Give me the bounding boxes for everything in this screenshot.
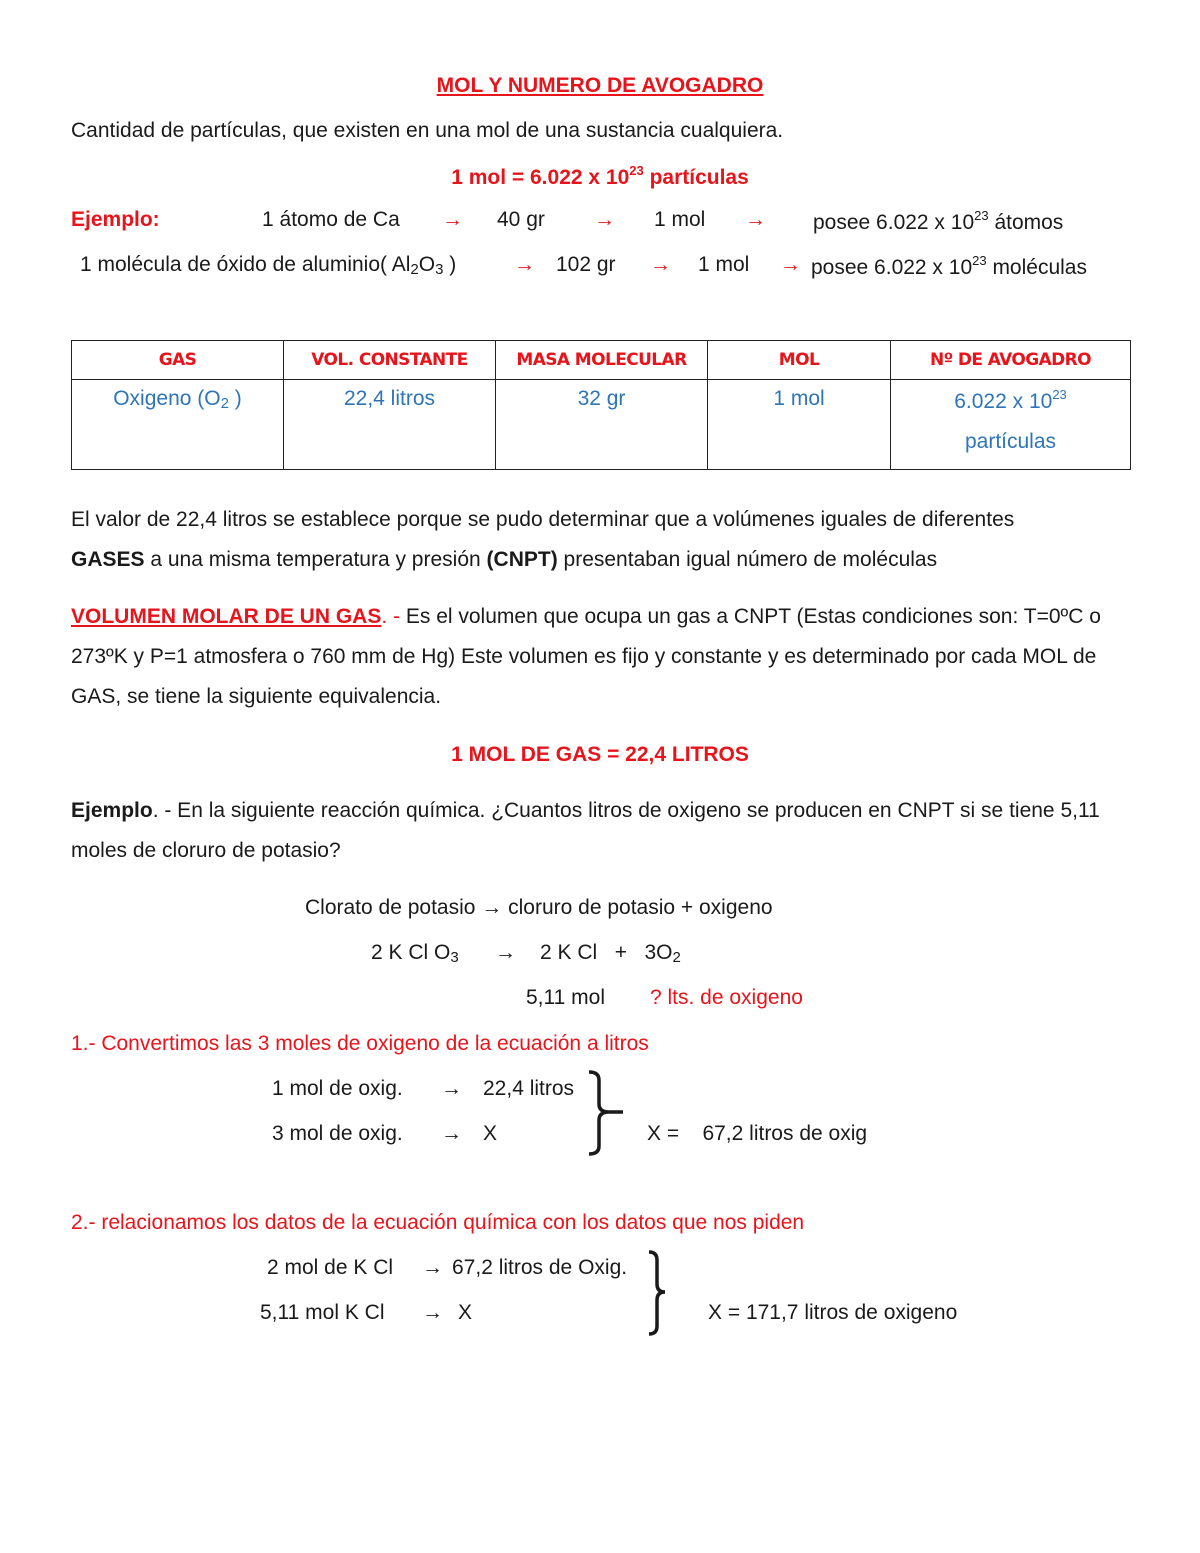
arrow-icon: → xyxy=(650,253,671,276)
subscript: 3 xyxy=(450,949,459,966)
products-formula: 2 K Cl + 3O xyxy=(540,941,673,964)
subscript: 2 xyxy=(672,949,681,966)
reactant-formula: 2 K Cl O xyxy=(371,941,451,964)
avogadro-formula xyxy=(0,164,1200,188)
header-gas: GAS xyxy=(72,341,284,380)
step1-line2-left: 3 mol de oxig. xyxy=(272,1122,403,1145)
products-name: cloruro de potasio + oxigeno xyxy=(508,896,773,919)
subscript: 2 xyxy=(410,261,419,278)
gas-table xyxy=(71,340,1131,470)
example2-mol: 1 mol xyxy=(698,253,750,276)
example-label: Ejemplo xyxy=(71,799,153,822)
arrow-icon: → xyxy=(780,253,801,276)
example1-posee xyxy=(813,209,1063,233)
arrow-icon: → xyxy=(594,208,615,231)
example2-mass: 102 gr xyxy=(556,253,616,276)
molecule-text: ) xyxy=(443,253,457,276)
cell-masa xyxy=(496,380,708,470)
para-text: Es el volumen que ocupa un gas a CNPT (Estas condiciones son: T=0ºC o 273ºK y P=1 atmosfera o 760 mm de Hg) Este volumen es fijo y constante y es determinado por cada MOL de GAS, se tiene la siguiente equivalencia. xyxy=(71,605,1101,708)
step1-result: X = 67,2 litros de oxig xyxy=(647,1122,868,1145)
step1-line1-left: 1 mol de oxig. xyxy=(272,1077,403,1100)
cell-gas xyxy=(72,380,284,470)
subscript: 2 xyxy=(220,395,229,412)
arrow-icon: → xyxy=(514,253,535,276)
posee-unit: moléculas xyxy=(986,256,1087,279)
example2-posee xyxy=(811,254,1087,278)
heading-separator: . - xyxy=(381,605,401,628)
header-avogadro: Nº DE AVOGADRO xyxy=(891,341,1131,380)
table-header-row xyxy=(72,341,1131,380)
posee-exponent: 23 xyxy=(974,208,989,223)
example1-mass: 40 gr xyxy=(497,208,545,231)
gas-name-end: ) xyxy=(228,387,242,410)
masa-value: 32 gr xyxy=(577,387,626,410)
reaction-words xyxy=(305,897,773,918)
arrow-icon: → xyxy=(422,1301,443,1324)
step2-result: X = 171,7 litros de oxigeno xyxy=(708,1301,958,1324)
posee-exponent: 23 xyxy=(972,253,987,268)
avogadro-value: 6.022 x 10 xyxy=(954,390,1053,413)
cell-vol xyxy=(284,380,496,470)
step2-line1-left: 2 mol de K Cl xyxy=(267,1256,394,1279)
para-bold-gases: GASES xyxy=(71,548,145,571)
cell-mol xyxy=(708,380,891,470)
header-masa: MASA MOLECULAR xyxy=(496,341,708,380)
header-mol: MOL xyxy=(708,341,891,380)
header-vol: VOL. CONSTANTE xyxy=(284,341,496,380)
page-title: MOL Y NUMERO DE AVOGADRO xyxy=(436,74,764,97)
para-text: a una misma temperatura y presión xyxy=(144,548,487,571)
paragraph-volume-explanation xyxy=(71,500,1141,580)
brace-icon xyxy=(585,1066,630,1158)
para-bold-cnpt: (CNPT) xyxy=(486,548,558,571)
molar-volume-formula: 1 MOL DE GAS = 22,4 LITROS xyxy=(451,743,749,766)
step2-line2-right: X xyxy=(458,1301,473,1324)
posee-text: posee 6.022 x 10 xyxy=(811,256,973,279)
unknown-liters: ? lts. de oxigeno xyxy=(650,986,803,1009)
arrow-icon: → xyxy=(441,1077,462,1100)
step1-line2-right: X xyxy=(483,1122,498,1145)
mol-value: 1 mol xyxy=(773,387,825,410)
step2-title: 2.- relacionamos los datos de la ecuación química con los datos que nos piden xyxy=(71,1211,805,1234)
step2-line2-left: 5,11 mol K Cl xyxy=(260,1301,385,1324)
para-text: . - En la siguiente reacción química. ¿Cuantos litros de oxigeno se producen en CNPT si se tiene 5,11 moles de cloruro de potasio? xyxy=(71,799,1100,862)
molar-volume-heading: VOLUMEN MOLAR DE UN GAS xyxy=(71,605,382,628)
table-row xyxy=(72,380,1131,470)
given-moles: 5,11 mol xyxy=(526,986,605,1009)
formula-left: 1 mol = 6.022 x 10 xyxy=(451,166,630,189)
example1-mol: 1 mol xyxy=(654,208,706,231)
example-label: Ejemplo: xyxy=(71,208,160,231)
step1-line1-right: 22,4 litros xyxy=(483,1077,575,1100)
arrow-icon: → xyxy=(422,1256,443,1279)
posee-text: posee 6.022 x 10 xyxy=(813,211,975,234)
arrow-icon: → xyxy=(442,208,463,231)
example1-atom: 1 átomo de Ca xyxy=(262,208,400,231)
para-text: presentaban igual número de moléculas xyxy=(557,548,938,571)
posee-unit: átomos xyxy=(988,211,1064,234)
cell-avogadro xyxy=(891,380,1131,470)
avogadro-unit: partículas xyxy=(964,430,1057,453)
molecule-text: 1 molécula de óxido de aluminio( Al xyxy=(80,253,411,276)
avogadro-exponent: 23 xyxy=(1052,387,1067,402)
brace-icon xyxy=(645,1246,675,1338)
arrow-icon: → xyxy=(481,896,503,919)
para-text: El valor de 22,4 litros se establece porque se pudo determinar que a volúmenes iguales de diferentes xyxy=(71,508,1015,531)
arrow-icon: → xyxy=(745,208,766,231)
paragraph-example-question xyxy=(71,791,1131,871)
gas-name: Oxigeno (O xyxy=(113,387,221,410)
formula-exponent: 23 xyxy=(629,163,644,178)
example2-molecule xyxy=(80,254,456,277)
arrow-icon: → xyxy=(495,941,516,964)
reactant-name: Clorato de potasio xyxy=(305,896,476,919)
subscript: 3 xyxy=(435,261,444,278)
molecule-text: O xyxy=(418,253,436,276)
reaction-reactant xyxy=(371,942,459,965)
reaction-products xyxy=(540,942,681,965)
paragraph-molar-volume xyxy=(71,597,1101,717)
intro-text: Cantidad de partículas, que existen en una mol de una sustancia cualquiera. xyxy=(71,119,784,142)
step1-title: 1.- Convertimos las 3 moles de oxigeno de la ecuación a litros xyxy=(71,1032,649,1055)
vol-value: 22,4 litros xyxy=(343,387,436,410)
step2-line1-right: 67,2 litros de Oxig. xyxy=(452,1256,628,1279)
formula-right: partículas xyxy=(643,166,749,189)
arrow-icon: → xyxy=(441,1122,462,1145)
